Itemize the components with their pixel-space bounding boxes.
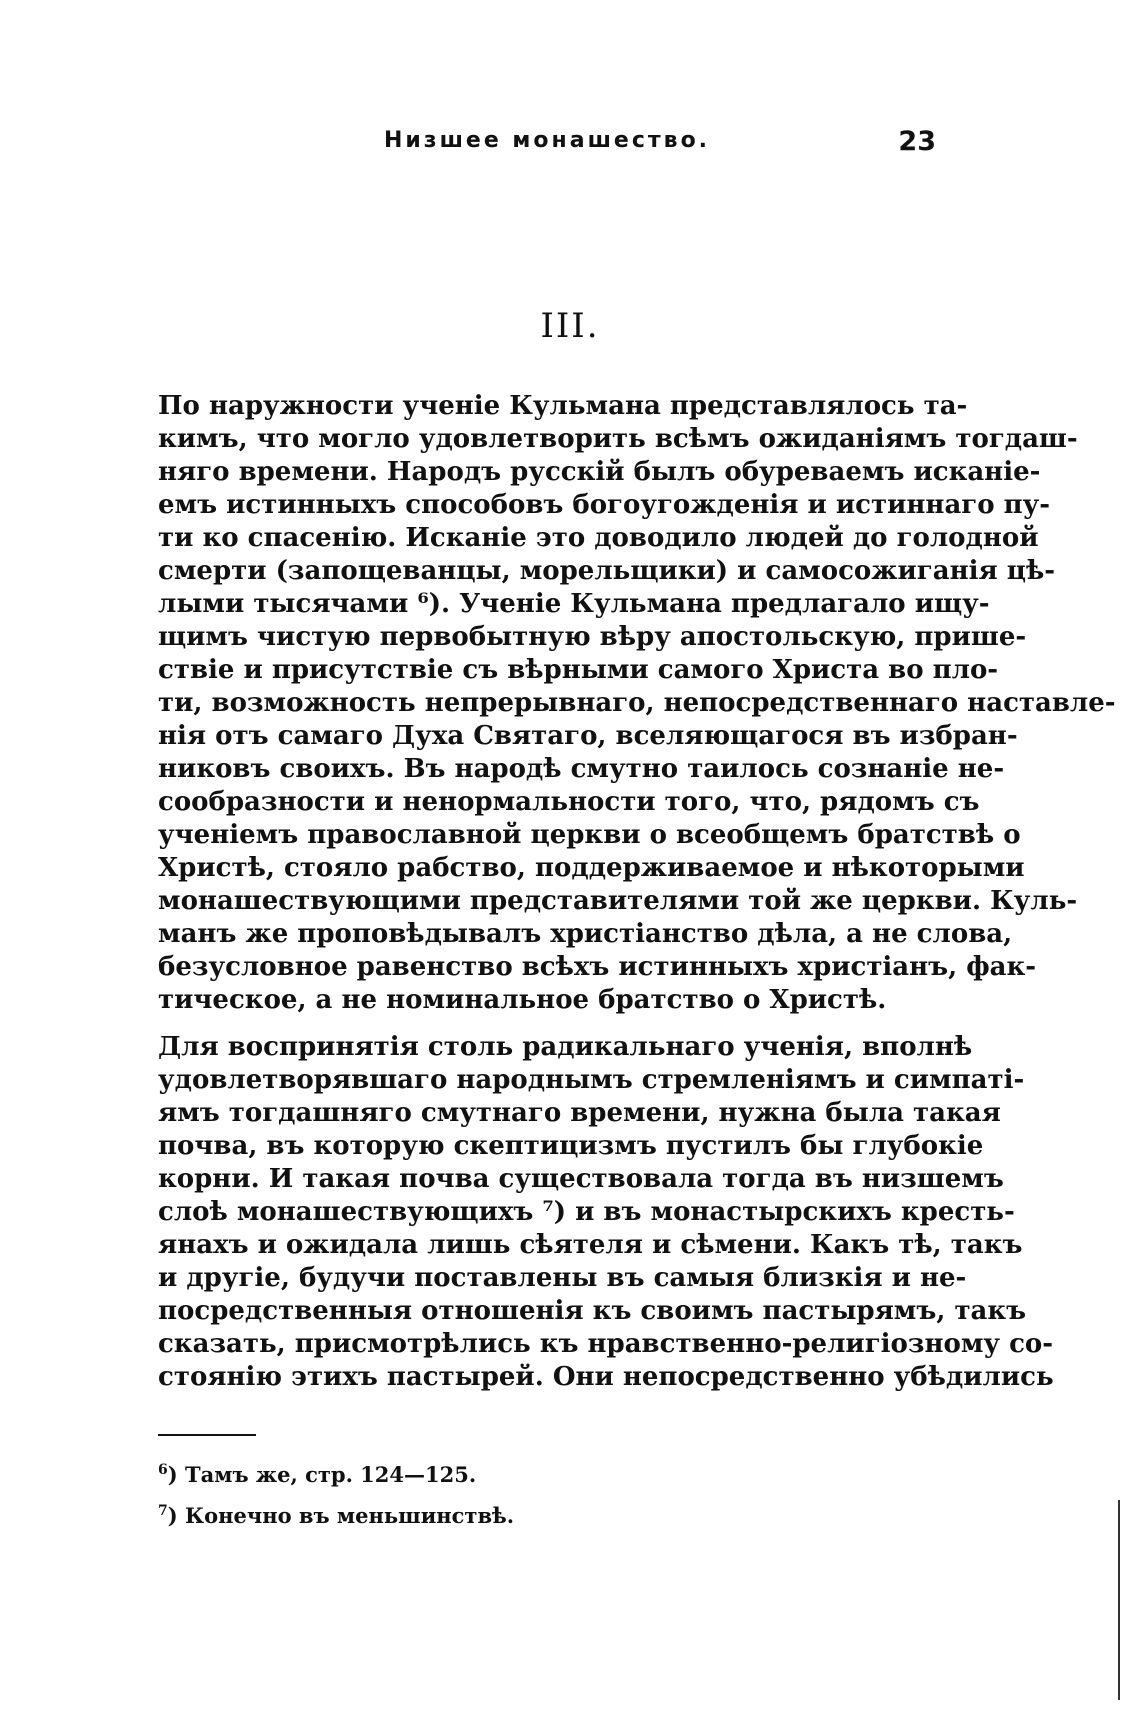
text-line: щимъ чистую первобытную вѣру апостольскую, прише- <box>158 622 1027 652</box>
footnote-text: ) Тамъ же, стр. 124—125. <box>167 1462 477 1487</box>
text-line: ти ко спасенію. Исканіе это доводило людей до голодной <box>158 523 1039 553</box>
paragraph-1 <box>158 390 1116 1017</box>
text-line: монашествующими представителями той же церкви. Куль- <box>158 886 1078 916</box>
body-text <box>158 390 1116 1394</box>
text-line: стоянію этихъ пастырей. Они непосредственно убѣдились <box>158 1362 1054 1392</box>
text-line: слоѣ монашествующихъ ⁷) и въ монастырскихъ кресть- <box>158 1197 1015 1227</box>
footnote-6 <box>158 1452 936 1493</box>
running-head <box>158 128 936 168</box>
text-line: янахъ и ожидала лишь сѣятеля и сѣмени. Какъ тѣ, такъ <box>158 1230 1023 1260</box>
text-line: лыми тысячами ⁶). Ученіе Кульмана предлагало ищу- <box>158 589 990 619</box>
text-line: кимъ, что могло удовлетворить всѣмъ ожиданіямъ тогдаш- <box>158 424 1078 454</box>
text-line: смерти (запощеванцы, морельщики) и самосожиганія цѣ- <box>158 556 1056 586</box>
text-line: никовъ своихъ. Въ народѣ смутно таилось сознаніе не- <box>158 754 1005 784</box>
text-line: почва, въ которую скептицизмъ пустилъ бы глубокіе <box>158 1131 984 1161</box>
footnote-marker: 6 <box>158 1462 168 1478</box>
text-line: емъ истинныхъ способовъ богоугожденія и истиннаго пу- <box>158 490 1051 520</box>
section-heading: III. <box>540 306 600 346</box>
text-line: тическое, а не номинальное братство о Христѣ. <box>158 985 887 1015</box>
text-line: сказать, присмотрѣлись къ нравственно-религіозному со- <box>158 1329 1054 1359</box>
text-line: безусловное равенство всѣхъ истинныхъ христіанъ, фак- <box>158 952 1037 982</box>
text-line: ствіе и присутствіе съ вѣрными самого Христа во пло- <box>158 655 999 685</box>
page-number: 23 <box>898 126 936 157</box>
text-line: сообразности и ненормальности того, что, рядомъ съ <box>158 787 980 817</box>
text-line: ямъ тогдашняго смутнаго времени, нужна была такая <box>158 1098 1001 1128</box>
text-line: корни. И такая почва существовала тогда въ низшемъ <box>158 1164 1004 1194</box>
scan-edge-line <box>1118 1500 1120 1700</box>
text-line: манъ же проповѣдывалъ христіанство дѣла, а не слова, <box>158 919 1013 949</box>
text-line: и другіе, будучи поставлены въ самыя близкія и не- <box>158 1263 967 1293</box>
text-line: посредственныя отношенія къ своимъ пастырямъ, такъ <box>158 1296 1027 1326</box>
text-line: няго времени. Народъ русскій былъ обуреваемъ исканіе- <box>158 457 1041 487</box>
paragraph-2 <box>158 1031 1054 1394</box>
running-title: Низшее монашество. <box>383 128 711 153</box>
text-line: нія отъ самаго Духа Святаго, вселяющагося въ избран- <box>158 721 1018 751</box>
text-line: ти, возможность непрерывнаго, непосредственнаго наставле- <box>158 688 1116 718</box>
footnote-divider <box>158 1434 256 1436</box>
text-line: Христѣ, стояло рабство, поддерживаемое и нѣкоторыми <box>158 853 1025 883</box>
footnote-7 <box>158 1493 936 1534</box>
footnotes <box>158 1452 936 1534</box>
text-line: удовлетворявшаго народнымъ стремленіямъ и симпаті- <box>158 1065 1025 1095</box>
text-line: По наружности ученіе Кульмана представлялось та- <box>158 391 968 421</box>
text-line: ученіемъ православной церкви о всеобщемъ братствѣ о <box>158 820 1021 850</box>
footnote-marker: 7 <box>158 1503 168 1519</box>
footnote-text: ) Конечно въ меньшинствѣ. <box>167 1503 515 1528</box>
text-line: Для воспринятія столь радикальнаго ученія, вполнѣ <box>158 1032 973 1062</box>
